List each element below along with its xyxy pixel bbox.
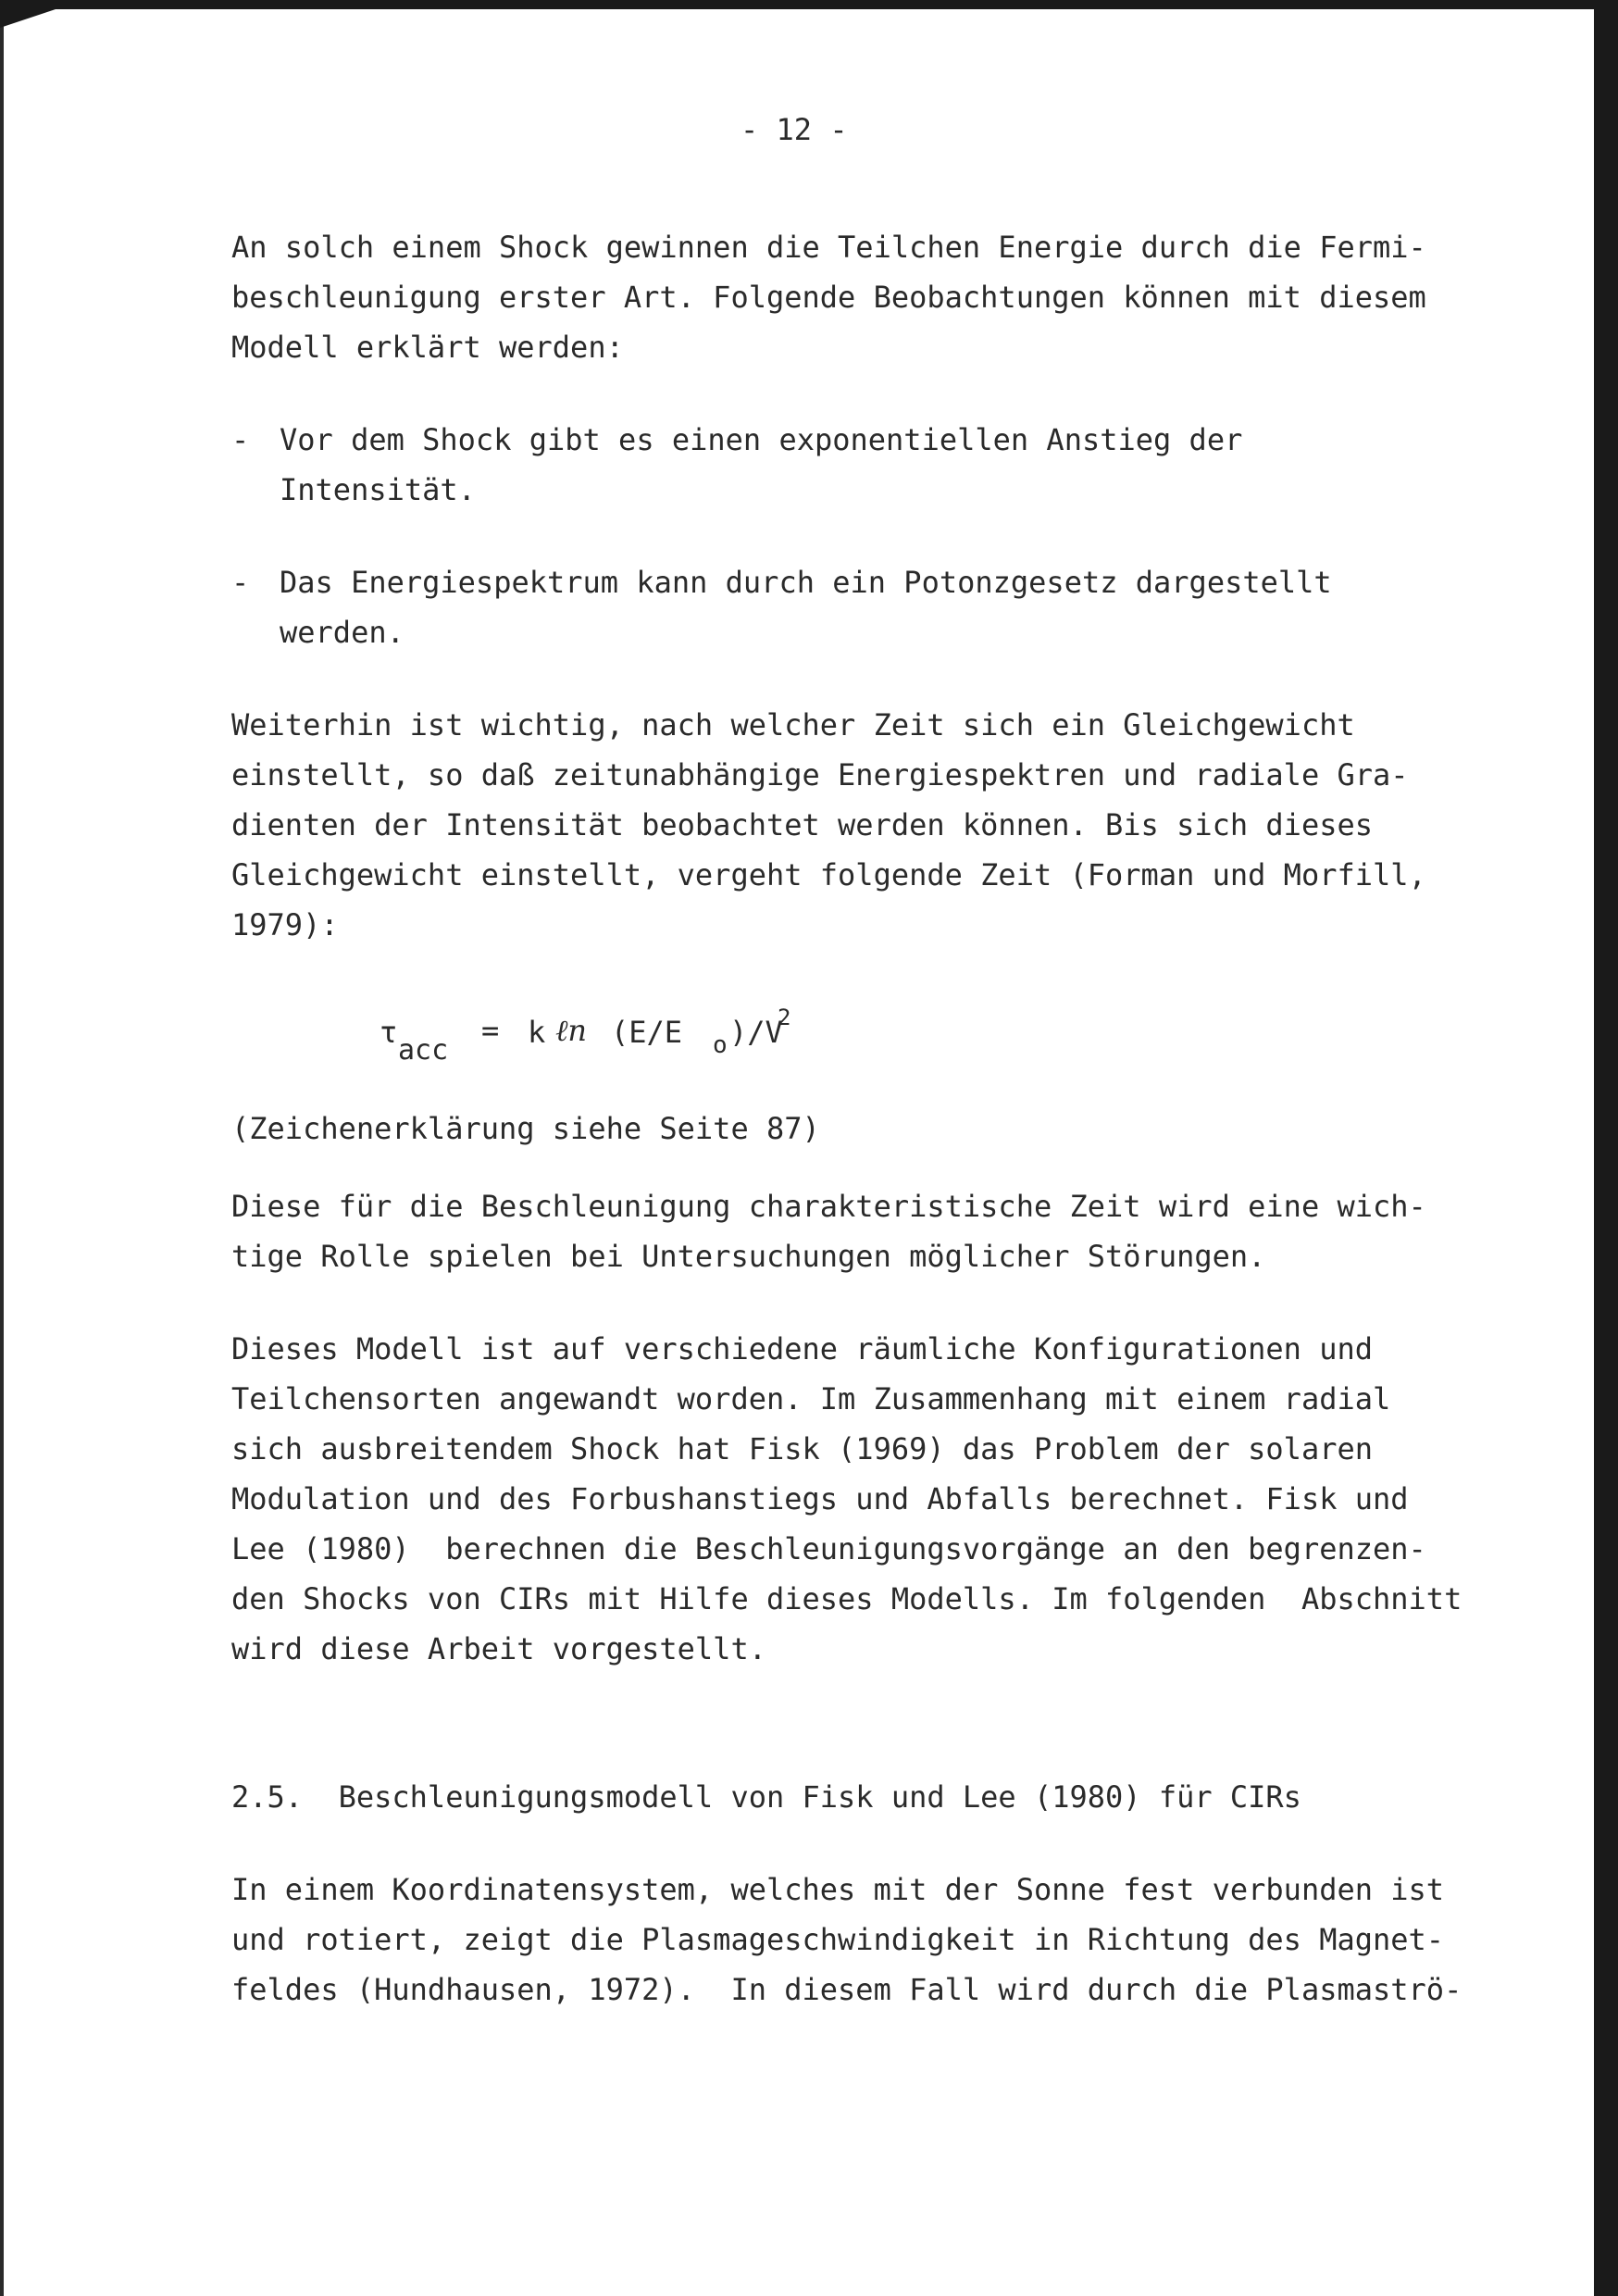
text-line: den Shocks von CIRs mit Hilfe dieses Modells. Im folgenden Abschnitt: [231, 1581, 1462, 1616]
text-line: beschleunigung erster Art. Folgende Beobachtungen können mit diesem: [231, 280, 1426, 315]
text-line: Modell erklärt werden:: [231, 330, 624, 365]
scan-border-left: [0, 0, 4, 2296]
section-heading: 2.5. Beschleunigungsmodell von Fisk und Lee (1980) für CIRs: [231, 1779, 1301, 1815]
bullet-text-line: Vor dem Shock gibt es einen exponentiellen Anstieg der: [280, 422, 1243, 457]
formula-velocity-exponent: 2: [778, 1004, 791, 1030]
text-line: Weiterhin ist wichtig, nach welcher Zeit sich ein Gleichgewicht: [231, 707, 1355, 742]
paragraph-1: [231, 222, 1426, 372]
formula-tau-subscript: acc: [398, 1034, 449, 1067]
text-line: Dieses Modell ist auf verschiedene räumliche Konfigurationen und: [231, 1331, 1373, 1366]
text-line: sich ausbreitendem Shock hat Fisk (1969) das Problem der solaren: [231, 1431, 1373, 1466]
bullet-text-line: Intensität.: [280, 472, 476, 507]
document-body: [231, 222, 1462, 2015]
formula-energy-subscript: o: [713, 1031, 728, 1059]
text-line: Gleichgewicht einstellt, vergeht folgende Zeit (Forman und Morfill,: [231, 857, 1426, 892]
bullet-text-line: werden.: [280, 615, 404, 650]
bullet-text-line: Das Energiespektrum kann durch ein Potonzgesetz dargestellt: [280, 565, 1332, 600]
text-line: und rotiert, zeigt die Plasmageschwindigkeit in Richtung des Magnet-: [231, 1922, 1445, 1957]
text-line: An solch einem Shock gewinnen die Teilchen Energie durch die Fermi-: [231, 230, 1426, 265]
text-line: Lee (1980) berechnen die Beschleunigungsvorgänge an den begrenzen-: [231, 1531, 1426, 1566]
scan-border-right: [1594, 0, 1618, 2296]
text-line: Modulation und des Forbushanstiegs und Abfalls berechnet. Fisk und: [231, 1481, 1409, 1516]
text-line: einstellt, so daß zeitunabhängige Energiespektren und radiale Gra-: [231, 757, 1409, 792]
text-line: dienten der Intensität beobachtet werden können. Bis sich dieses: [231, 807, 1373, 842]
bullet-dash: -: [231, 565, 250, 600]
formula-k: k: [528, 1015, 546, 1050]
paragraph-4: [231, 1324, 1462, 1674]
paragraph-3: [231, 1181, 1426, 1281]
bullet-item: [231, 415, 1388, 515]
text-line: 1979):: [231, 907, 339, 942]
formula-energy-ratio: (E/E: [611, 1015, 683, 1050]
bullet-item: [231, 557, 1388, 657]
formula-tau-acc: [380, 992, 1388, 1076]
symbol-note: (Zeichenerklärung siehe Seite 87): [231, 1111, 820, 1146]
text-line: wird diese Arbeit vorgestellt.: [231, 1631, 766, 1666]
bullet-dash: -: [231, 422, 250, 457]
text-line: In einem Koordinatensystem, welches mit der Sonne fest verbunden ist: [231, 1872, 1445, 1907]
formula-ln: ℓn: [555, 1013, 587, 1048]
text-line: Teilchensorten angewandt worden. Im Zusammenhang mit einem radial: [231, 1381, 1391, 1416]
formula-tau: τ: [380, 1015, 398, 1050]
text-line: Diese für die Beschleunigung charakteristische Zeit wird eine wich-: [231, 1189, 1426, 1224]
scan-corner-fold: [0, 0, 83, 28]
scan-border-top: [0, 0, 1618, 9]
text-line: tige Rolle spielen bei Untersuchungen möglicher Störungen.: [231, 1239, 1266, 1274]
paragraph-5: [231, 1865, 1462, 2015]
page-number: - 12 -: [741, 112, 848, 147]
paragraph-2: [231, 700, 1426, 950]
formula-velocity: )/V: [729, 1015, 783, 1050]
formula-equals: =: [481, 1013, 500, 1048]
text-line: feldes (Hundhausen, 1972). In diesem Fall wird durch die Plasmaströ-: [231, 1972, 1462, 2007]
